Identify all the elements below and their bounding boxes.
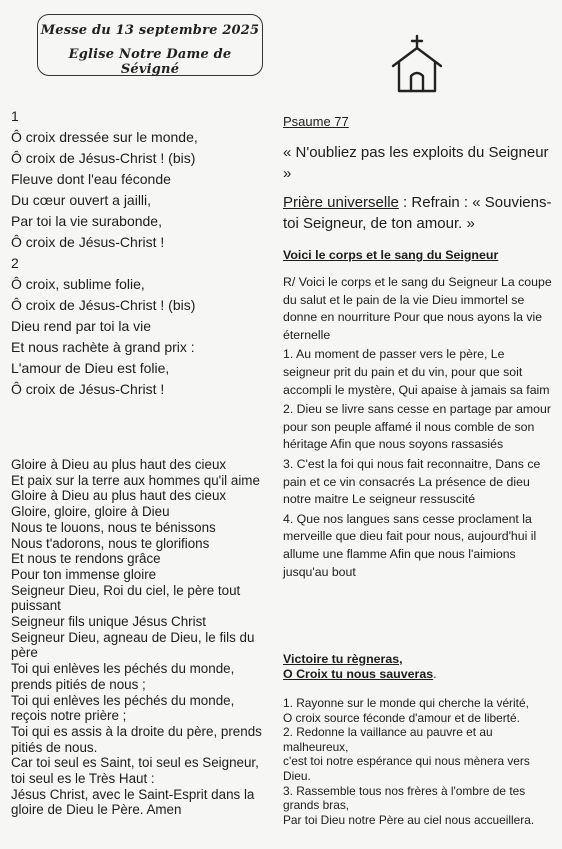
gloria-line: prends pitiés de nous ;: [11, 676, 146, 692]
hymn-line: 2: [11, 255, 19, 271]
hymn-line: Par toi la vie surabonde,: [11, 213, 162, 229]
corps-paragraph: 4. Que nos langues sans cesse proclament la merveille que dieu fait pour nous, aujourd'hui il allume une flamme Afin que nous l'aimions jusqu'au bout: [283, 511, 537, 579]
hymn-line: Ô croix de Jésus-Christ !: [11, 381, 165, 397]
victoire-title-end: .: [433, 667, 437, 681]
hymn-line: Ô croix, sublime folie,: [11, 276, 145, 292]
victoire-line: O croix source féconde d'amour et de liberté.: [283, 710, 520, 725]
priere-refrain: : Refrain : « Souviens-toi Seigneur, de ton amour. »: [283, 194, 552, 232]
psaume-title: Psaume 77: [283, 114, 349, 129]
victoire-line: malheureux,: [283, 739, 349, 754]
gloria-line: Seigneur fils unique Jésus Christ: [11, 614, 207, 630]
gloria-line: Gloire à Dieu au plus haut des cieux: [11, 488, 227, 504]
victoire-title: [283, 652, 555, 682]
gloria-line: Et paix sur la terre aux hommes qu'il aime: [11, 472, 260, 488]
hymn-line: L'amour de Dieu est folie,: [11, 360, 170, 376]
hymn-line: Ô croix de Jésus-Christ ! (bis): [11, 297, 196, 313]
hymn-line: Fleuve dont l'eau féconde: [11, 171, 171, 187]
hymn-line: Et nous rachète à grand prix :: [11, 339, 195, 355]
hymn-line: Du cœur ouvert a jailli,: [11, 192, 152, 208]
gloria-line: Nous t'adorons, nous te glorifions: [11, 535, 210, 551]
gloria-line: pitiés de nous.: [11, 739, 98, 755]
gloria-line: Gloire, gloire, gloire à Dieu: [11, 504, 170, 520]
corps-title: Voici le corps et le sang du Seigneur: [283, 248, 499, 262]
gloria-line: Gloire à Dieu au plus haut des cieux: [11, 457, 227, 472]
gloria-line: Jésus Christ, avec le Saint-Esprit dans la: [11, 786, 255, 802]
victoire-line: 1. Rayonne sur le monde qui cherche la vérité,: [283, 696, 529, 710]
gloria-line: Toi qui enlèves les péchés du monde,: [11, 692, 235, 708]
gloria-line: gloire de Dieu le Père. Amen: [11, 802, 182, 818]
gloria-line: Nous te louons, nous te bénissons: [11, 519, 216, 535]
gloria-line: puissant: [11, 598, 61, 614]
church-name: Eglise Notre Dame de Sévigné: [68, 47, 232, 77]
priere-label: Prière universelle: [283, 194, 399, 211]
gloria: [11, 457, 281, 818]
victoire-line: Dieu.: [283, 768, 311, 783]
gloria-line: Seigneur Dieu, Roi du ciel, le père tout: [11, 582, 241, 598]
gloria-line: Seigneur Dieu, agneau de Dieu, le fils du: [11, 629, 255, 645]
victoire-title-line1: Victoire tu règneras,: [283, 652, 403, 666]
victoire-line: Par toi Dieu notre Père au ciel nous accueillera.: [283, 812, 535, 827]
hymn-line: Dieu rend par toi la vie: [11, 318, 152, 334]
victoire-line: c'est toi notre espérance qui nous mènera vers: [283, 754, 530, 769]
hymn-line: Ô croix de Jésus-Christ ! (bis): [11, 150, 196, 166]
gloria-line: Car toi seul es Saint, toi seul es Seigneur,: [11, 755, 259, 771]
gloria-line: toi seul es le Très Haut :: [11, 771, 155, 787]
victoire-line: 2. Redonne la vaillance au pauvre et au: [283, 725, 493, 740]
corps-paragraph: 2. Dieu se livre sans cesse en partage par amour pour son peuple affamé il nous comble de son héritage Afin que nous soyons rassasiés: [283, 402, 551, 452]
corps-paragraph: 1. Au moment de passer vers le père, Le seigneur prit du pain et du vin, pour que soit accompli le mystère, Qui apaise à jamais sa faim: [283, 347, 550, 397]
psaume-refrain: « N'oubliez pas les exploits du Seigneur »: [283, 144, 549, 182]
corps-paragraph: 3. C'est la foi qui nous fait reconnaitre, Dans ce pain et ce vin consacrés La présence de dieu notre maitre Le seigneur ressuscité: [283, 456, 541, 507]
gloria-line: Toi qui es assis à la droite du père, prends: [11, 723, 262, 739]
victoire-line: grands bras,: [283, 798, 350, 813]
corps-text: [283, 274, 553, 583]
mass-date: Messe du 13 septembre 2025: [40, 23, 260, 38]
gloria-line: Pour ton immense gloire: [11, 566, 157, 582]
gloria-line: reçois notre prière ;: [11, 708, 127, 724]
hymn-o-croix: [11, 106, 271, 400]
hymn-line: Ô croix de Jésus-Christ !: [11, 234, 165, 250]
church-icon: [389, 34, 445, 94]
hymn-line: Ô croix dressée sur le monde,: [11, 129, 198, 145]
victoire-title-line2: O Croix tu nous sauveras: [283, 667, 434, 681]
priere-universelle: [283, 192, 553, 234]
corps-paragraph: R/ Voici le corps et le sang du Seigneur La coupe du salut et le pain de la vie Dieu immortel se donne en nourriture Pour que nous ayons la vie éternelle: [283, 275, 552, 342]
hymn-line: 1: [11, 108, 19, 124]
victoire-line: 3. Rassemble tous nos frères à l'ombre de tes: [283, 783, 526, 798]
gloria-line: Toi qui enlèves les péchés du monde,: [11, 661, 235, 677]
gloria-line: Et nous te rendons grâce: [11, 551, 161, 567]
mass-header: [37, 14, 263, 76]
victoire-text: [283, 696, 555, 827]
gloria-line: père: [11, 645, 38, 661]
